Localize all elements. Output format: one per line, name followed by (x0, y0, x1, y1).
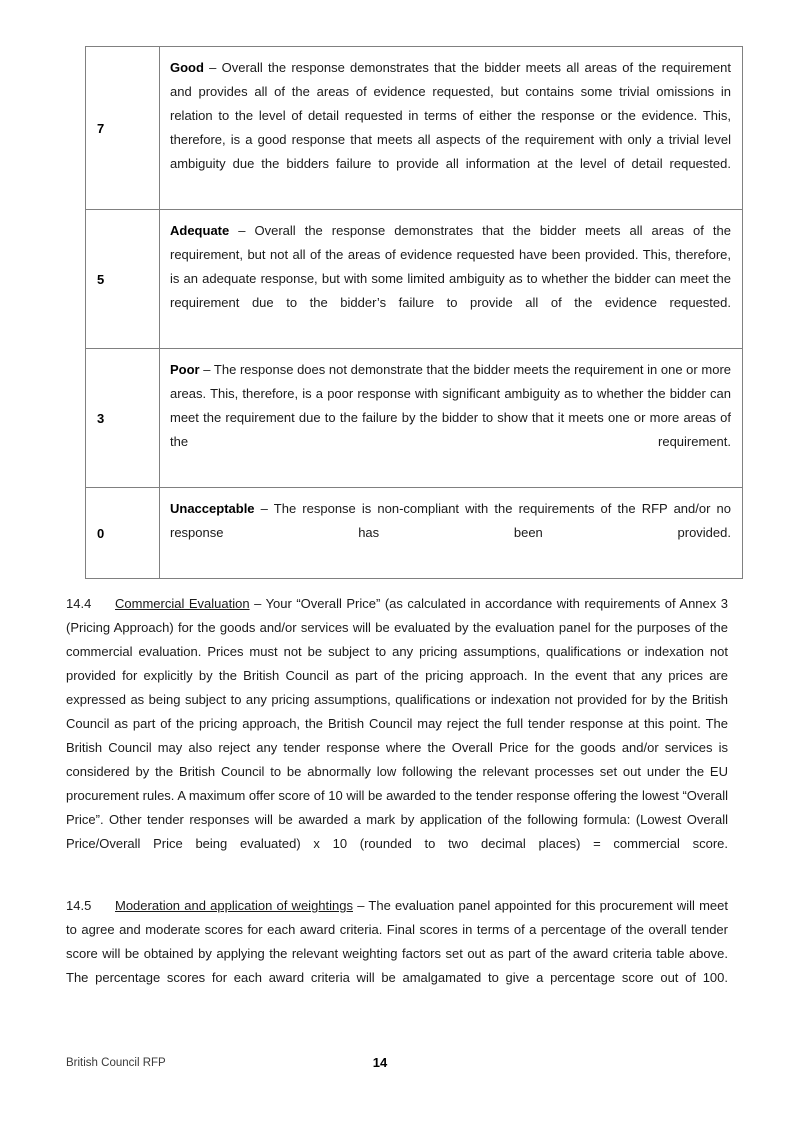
table-row (86, 349, 743, 488)
score-dash: – (203, 60, 222, 75)
footer-document-title: British Council RFP (66, 1057, 166, 1069)
clause-paragraph (66, 894, 728, 1014)
clause-body: The evaluation panel appointed for this procurement will meet to agree and moderate scores for each award criteria. Final scores in terms of a percentage of the overall tender score will be obtained by applying the relevant weighting factors set out as part of the award criteria table above. The percentage scores for each award criteria will be amalgamated to give a percentage score out of 100. (66, 898, 728, 985)
score-dash: – (254, 501, 274, 516)
score-value-cell: 3 (86, 349, 160, 488)
clause-paragraph (66, 592, 728, 880)
table-row (86, 210, 743, 349)
score-body: The response is non-compliant with the requirements of the RFP and/or no response has been provided. (170, 501, 732, 540)
score-dash: – (229, 223, 255, 238)
clause-dash: – (249, 596, 266, 611)
page-number: 14 (372, 1055, 388, 1070)
score-value-cell: 0 (86, 488, 160, 579)
score-description-cell (160, 47, 743, 210)
score-description-text (170, 56, 731, 200)
score-body: Overall the response demonstrates that the bidder meets all areas of the requirement and provides all of the areas of evidence requested, but contains some trivial omissions in relation to the level of detail requested in terms of either the response or the evidence. This, therefore, is a good response that meets all aspects of the requirement with only a trivial level ambiguity due the bidders failure to provide all information at the level of detail requested. (170, 60, 731, 171)
score-description-text (170, 219, 731, 339)
page-footer (0, 1054, 794, 1078)
table-row (86, 47, 743, 210)
score-value-cell: 5 (86, 210, 160, 349)
score-label: Unacceptable (170, 501, 255, 516)
clause-14-5 (66, 894, 728, 1014)
score-body: The response does not demonstrate that the bidder meets the requirement in one or more areas. This, therefore, is a poor response with significant ambiguity as to whether the bidder can meet the requirement due to the failure by the bidder to show that it meets one or more areas of the requirement. (170, 362, 732, 449)
table-row (86, 488, 743, 579)
score-label: Adequate (170, 223, 230, 238)
score-description-cell (160, 210, 743, 349)
score-label: Good (170, 60, 204, 75)
score-dash: – (199, 362, 214, 377)
clause-number: 14.4 (66, 596, 92, 611)
score-body: Overall the response demonstrates that the bidder meets all areas of the requirement, but not all of the areas of evidence requested have been provided. This, therefore, is an adequate response, but with some limited ambiguity as to whether the bidder can meet the requirement due to the bidder’s failure to provide all of the evidence requested. (170, 223, 731, 310)
score-value-cell: 7 (86, 47, 160, 210)
scoring-criteria-table (85, 46, 743, 579)
clause-heading: Commercial Evaluation (115, 596, 250, 611)
clause-number: 14.5 (66, 898, 92, 913)
score-description-text (170, 358, 731, 478)
scoring-table-body (86, 47, 743, 579)
score-label: Poor (170, 362, 200, 377)
clause-dash: – (352, 898, 369, 913)
score-description-text (170, 497, 731, 569)
score-description-cell (160, 349, 743, 488)
clause-heading: Moderation and application of weightings (115, 898, 353, 913)
score-description-cell (160, 488, 743, 579)
clause-body: Your “Overall Price” (as calculated in accordance with requirements of Annex 3 (Pricing Approach) for the goods and/or services will be evaluated by the evaluation panel for the purposes of the commercial evaluation. Prices must not be subject to any pricing assumptions, qualifications or indexation not provided for explicitly by the British Council as part of the pricing approach. In the event that any prices are expressed as being subject to any pricing assumptions, qualifications or indexation not provided for by the British Council as part of the pricing approach, the British Council may reject the full tender response at this point. The British Council may also reject any tender response where the Overall Price for the goods and/or services is considered by the British Council to be abnormally low following the relevant processes set out under the EU procurement rules. A maximum offer score of 10 will be awarded to the tender response offering the lowest “Overall Price”. Other tender responses will be awarded a mark by application of the following formula: (Lowest Overall Price/Overall Price being evaluated) x 10 (rounded to two decimal places) = commercial score. (66, 596, 728, 851)
clause-14-4 (66, 592, 728, 880)
